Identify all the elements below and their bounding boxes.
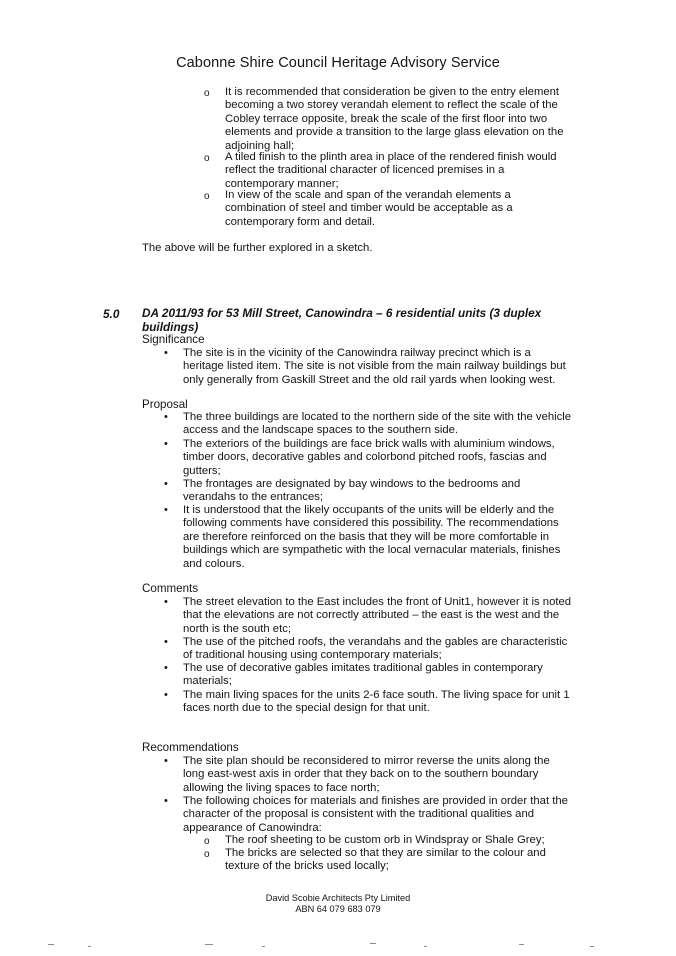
circle-bullet-icon: o xyxy=(204,153,210,164)
circle-bullet-icon: o xyxy=(204,849,210,860)
bullet-icon: • xyxy=(164,411,168,423)
footer-abn: ABN 64 079 683 079 xyxy=(295,904,381,914)
proposal-item-3: The frontages are designated by bay windows to the bedrooms and verandahs to the entrances; xyxy=(183,478,521,504)
recommendations-sub-item-1: The roof sheeting to be custom orb in Windspray or Shale Grey; xyxy=(225,834,545,846)
comments-item-1: The street elevation to the East includes the front of Unit1, however it is noted that the elevations are not correctly attributed – the east is the west and the north is the south etc; xyxy=(183,596,572,635)
comments-heading: Comments xyxy=(142,582,199,595)
scan-speck xyxy=(370,943,376,944)
intro-item-2: A tiled finish to the plinth area in place of the rendered finish would reflect the traditional character of licenced premises in a contemporary manner; xyxy=(225,151,557,190)
comments-item-2: The use of the pitched roofs, the verandahs and the gables are characteristic of traditional housing using contemporary materials; xyxy=(183,636,568,662)
bullet-icon: • xyxy=(164,596,168,608)
intro-note: The above will be further explored in a sketch. xyxy=(142,242,373,254)
bullet-icon: • xyxy=(164,504,168,516)
circle-bullet-icon: o xyxy=(204,191,210,202)
bullet-icon: • xyxy=(164,438,168,450)
scan-speck xyxy=(205,944,213,945)
intro-item-3: In view of the scale and span of the verandah elements a combination of steel and timber would be acceptable as a contemporary form and detail. xyxy=(225,189,513,228)
recommendations-sub-item-2: The bricks are selected so that they are similar to the colour and texture of the bricks used locally; xyxy=(225,847,546,873)
comments-item-3: The use of decorative gables imitates traditional gables in contemporary materials; xyxy=(183,662,543,688)
recommendations-item-1: The site plan should be reconsidered to mirror reverse the units along the long east-west axis in order that they back on to the southern boundary allowing the living spaces to face north; xyxy=(183,755,550,794)
bullet-icon: • xyxy=(164,478,168,490)
proposal-item-1: The three buildings are located to the northern side of the site with the vehicle access and the landscape spaces to the southern side. xyxy=(183,411,572,437)
footer-company: David Scobie Architects Pty Limited xyxy=(265,893,411,903)
significance-item-1: The site is in the vicinity of the Canowindra railway precinct which is a heritage listed item. The site is not visible from the main railway buildings but only generally from Gaskill Street and the old rail yards when looking west. xyxy=(183,347,566,386)
proposal-item-2: The exteriors of the buildings are face brick walls with aluminium windows, timber doors, decorative gables and colorbond pitched roofs, fascias and gutters; xyxy=(183,438,555,477)
section-title: DA 2011/93 for 53 Mill Street, Canowindra – 6 residential units (3 duplex buildings) xyxy=(142,306,542,334)
scan-speck xyxy=(424,946,427,947)
circle-bullet-icon: o xyxy=(204,88,210,99)
bullet-icon: • xyxy=(164,795,168,807)
bullet-icon: • xyxy=(164,689,168,701)
scan-speck xyxy=(262,946,265,947)
section-number: 5.0 xyxy=(103,307,120,321)
comments-item-4: The main living spaces for the units 2-6 face south. The living space for unit 1 faces north due to the special design for that unit. xyxy=(183,689,570,715)
bullet-icon: • xyxy=(164,662,168,674)
circle-bullet-icon: o xyxy=(204,836,210,847)
significance-heading: Significance xyxy=(142,333,205,346)
page-header-title: Cabonne Shire Council Heritage Advisory Service xyxy=(176,55,500,71)
bullet-icon: • xyxy=(164,755,168,767)
recommendations-item-2: The following choices for materials and finishes are provided in order that the character of the proposal is consistent with the traditional qualities and appearance of Canowindra: xyxy=(183,795,568,834)
scan-speck xyxy=(48,944,54,945)
scan-speck xyxy=(519,944,524,945)
intro-item-1: It is recommended that consideration be given to the entry element becoming a two storey verandah element to reflect the scale of the Cobley terrace opposite, break the scale of the first floor into two elements and provide a transition to the large glass elevation on the adjoining hall; xyxy=(225,86,564,152)
recommendations-heading: Recommendations xyxy=(142,741,239,754)
scan-speck xyxy=(590,946,594,947)
bullet-icon: • xyxy=(164,347,168,359)
proposal-heading: Proposal xyxy=(142,398,188,411)
bullet-icon: • xyxy=(164,636,168,648)
scan-speck xyxy=(88,946,91,947)
proposal-item-4: It is understood that the likely occupants of the units will be elderly and the following comments have considered this possibility. The recommendations are therefore reinforced on the basis that they will be more comfortable in buildings which are sympathetic with the local vernacular materials, finishes and colours. xyxy=(183,504,561,570)
